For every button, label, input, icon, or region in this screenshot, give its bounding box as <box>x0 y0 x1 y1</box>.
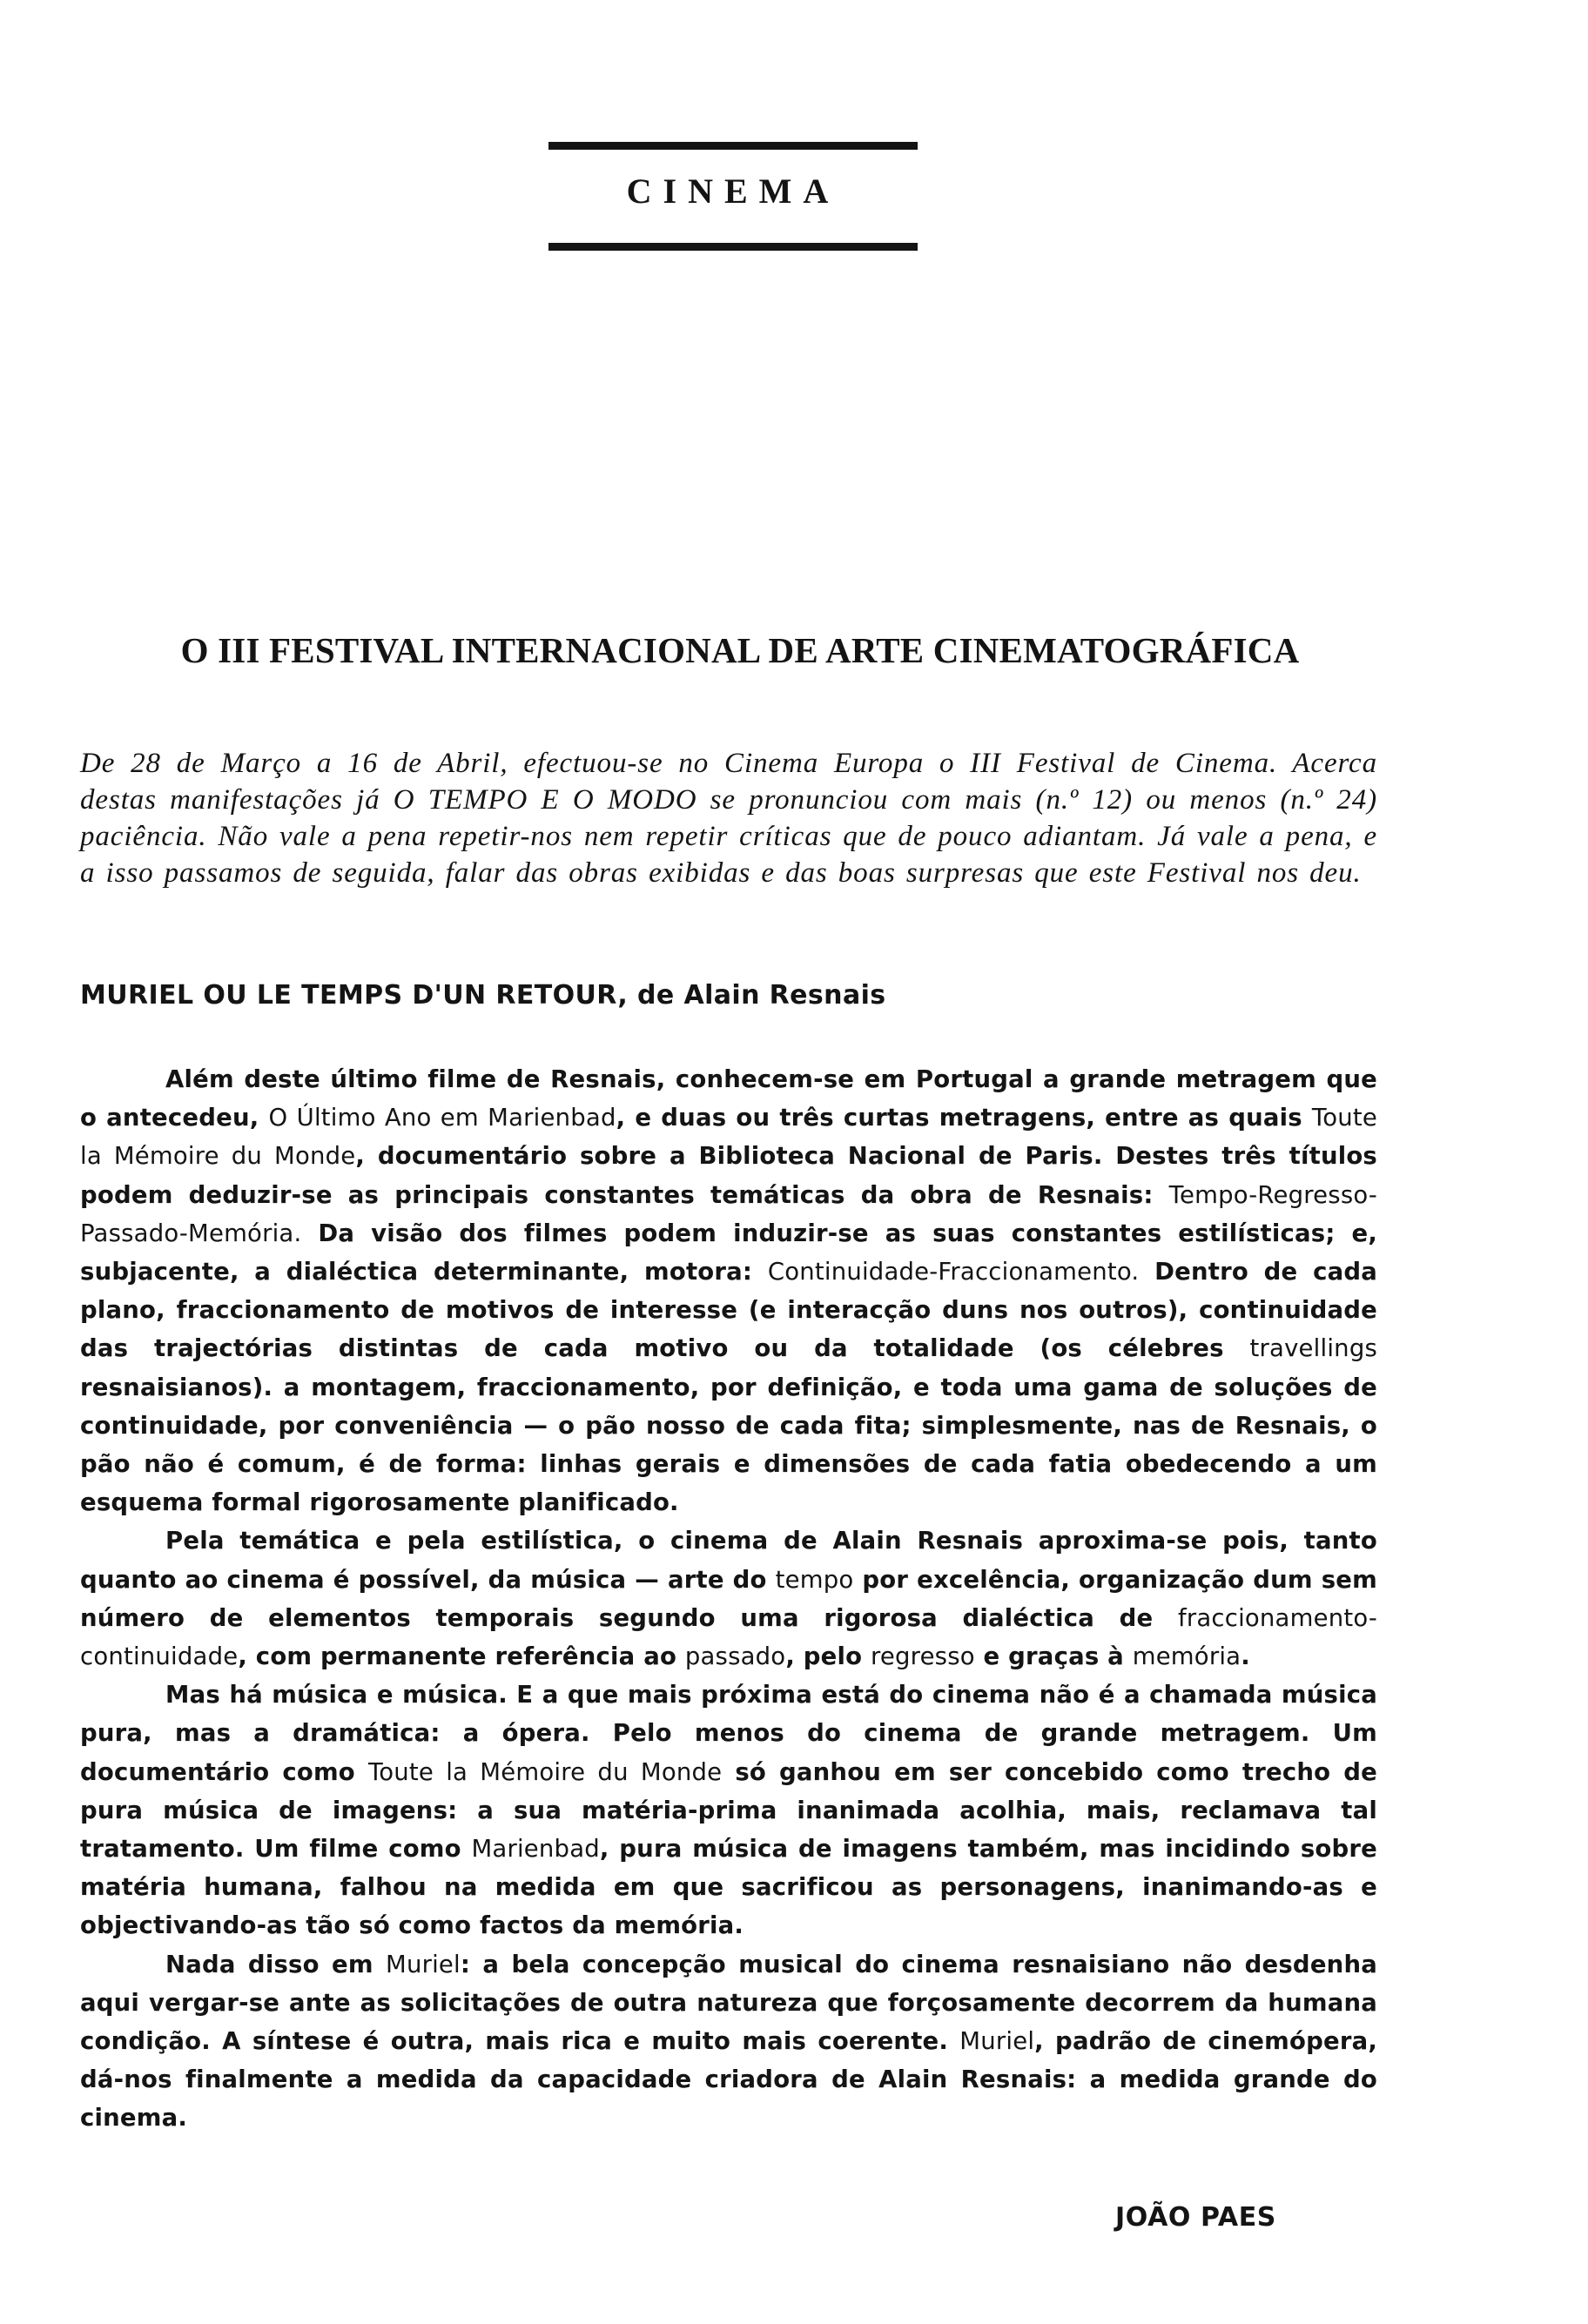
article-body <box>80 1060 1377 2138</box>
bold-text-run: só ganhou em ser concebido como trecho de pura música de imagens: a sua matéria-prima inanimada acolhia, mais, reclamava tal tratamento. Um filme como <box>80 1757 1377 1864</box>
light-text-run: memória <box>1132 1642 1241 1671</box>
light-text-run: travellings <box>1249 1334 1377 1363</box>
body-paragraph <box>80 1945 1377 2138</box>
light-text-run: Marienbad <box>471 1835 600 1864</box>
film-title: MURIEL OU LE TEMPS D'UN RETOUR, <box>80 980 629 1011</box>
bold-text-run: Além deste último filme de Resnais, conhecem-se em Portugal a grande metragem que o antecedeu, <box>80 1065 1377 1132</box>
body-paragraph <box>80 1676 1377 1945</box>
article-intro: De 28 de Março a 16 de Abril, efectuou-se no Cinema Europa o III Festival de Cinema. Acerca destas manifestações já O TEMPO E O MODO se pronunciou com mais (n.º 12) ou menos (n.º 24) paciência. Não vale a pena repetir-nos nem repetir críticas que de pouco adiantam. Já vale a pena, e a isso passamos de seguida, falar das obras exibidas e das boas surpresas que este Festival nos deu. <box>80 748 1377 889</box>
light-text-run: Continuidade-Fraccionamento. <box>767 1258 1140 1286</box>
bold-text-run: , com permanente referência ao <box>238 1642 685 1671</box>
light-text-run: Toute la Mémoire du Monde <box>367 1757 723 1786</box>
section-rule-bottom <box>548 243 918 251</box>
article-title: O III FESTIVAL INTERNACIONAL DE ARTE CINEMATOGRÁFICA <box>180 630 1300 670</box>
bold-text-run: Mas há música e música. E a que mais próxima está do cinema não é a chamada música pura, mas a dramática: a ópera. Pelo menos do cinema de grande metragem. Um documentário como <box>80 1681 1377 1786</box>
light-text-run: Muriel <box>959 2027 1035 2056</box>
bold-text-run: , pura música de imagens também, mas incidindo sobre matéria humana, falhou na medida em que sacrificou as personagens, inanimando-as e objectivando-as tão só como factos da memória. <box>80 1835 1378 1940</box>
light-text-run: tempo <box>775 1565 854 1594</box>
author-signature: JOÃO PAES <box>1115 2202 1276 2233</box>
bold-text-run: : a bela concepção musical do cinema resnaisiano não desdenha aqui vergar-se ante as solicitações de outra natureza que forçosamente decorrem da humana condição. A síntese é outra, mais rica e muito mais coerente. <box>80 1950 1377 2056</box>
bold-text-run: resnaisianos). a montagem, fraccionamento, por definição, e toda uma gama de soluções de continuidade, por conveniência — o pão nosso de cada fita; simplesmente, nas de Resnais, o pão não é comum, é de forma: linhas gerais e dimensões de cada fatia obedecendo a um esquema formal rigorosamente planificado. <box>80 1373 1377 1517</box>
light-text-run: Muriel <box>386 1950 461 1978</box>
light-text-run: O Último Ano em Marienbad <box>268 1104 616 1132</box>
film-heading <box>80 978 1377 1013</box>
bold-text-run: por excelência, organização dum sem número de elementos temporais segundo uma rigorosa dialéctica de <box>80 1565 1378 1632</box>
bold-text-run: Pela temática e pela estilística, o cinema de Alain Resnais aproxima-se pois, tanto quanto ao cinema é possível, da música — arte do <box>80 1527 1377 1594</box>
film-credit: de Alain Resnais <box>636 980 886 1011</box>
light-text-run: regresso <box>870 1642 975 1671</box>
bold-text-run: Nada disso em <box>165 1950 387 1978</box>
body-paragraph <box>80 1521 1377 1676</box>
bold-text-run: Da visão dos filmes podem induzir-se as suas constantes estilísticas; e, subjacente, a dialéctica determinante, motora: <box>80 1219 1377 1286</box>
section-rule-top <box>548 142 918 150</box>
bold-text-run: Dentro de cada plano, fraccionamento de motivos de interesse (e interacção duns nos outros), continuidade das trajectórias distintas de cada motivo ou da totalidade (os célebres <box>80 1258 1377 1363</box>
section-title: CINEMA <box>626 171 840 211</box>
bold-text-run: . <box>1241 1642 1250 1671</box>
bold-text-run: , documentário sobre a Biblioteca Nacional de Paris. Destes três títulos podem deduzir-se as principais constantes temáticas da obra de Resnais: <box>80 1142 1378 1209</box>
bold-text-run: , pelo <box>785 1642 871 1671</box>
bold-text-run: , padrão de cinemópera, dá-nos finalmente a medida da capacidade criadora de Alain Resnais: a medida grande do cinema. <box>80 2027 1378 2133</box>
body-paragraph <box>80 1060 1377 1521</box>
bold-text-run: , e duas ou três curtas metragens, entre as quais <box>616 1104 1312 1132</box>
light-text-run: Tempo-Regresso-Passado-Memória. <box>80 1180 1377 1247</box>
light-text-run: Toute la Mémoire du Monde <box>80 1104 1378 1171</box>
light-text-run: passado <box>684 1642 786 1671</box>
light-text-run: fraccionamento-continuidade <box>80 1603 1377 1671</box>
bold-text-run: e graças à <box>974 1642 1133 1671</box>
